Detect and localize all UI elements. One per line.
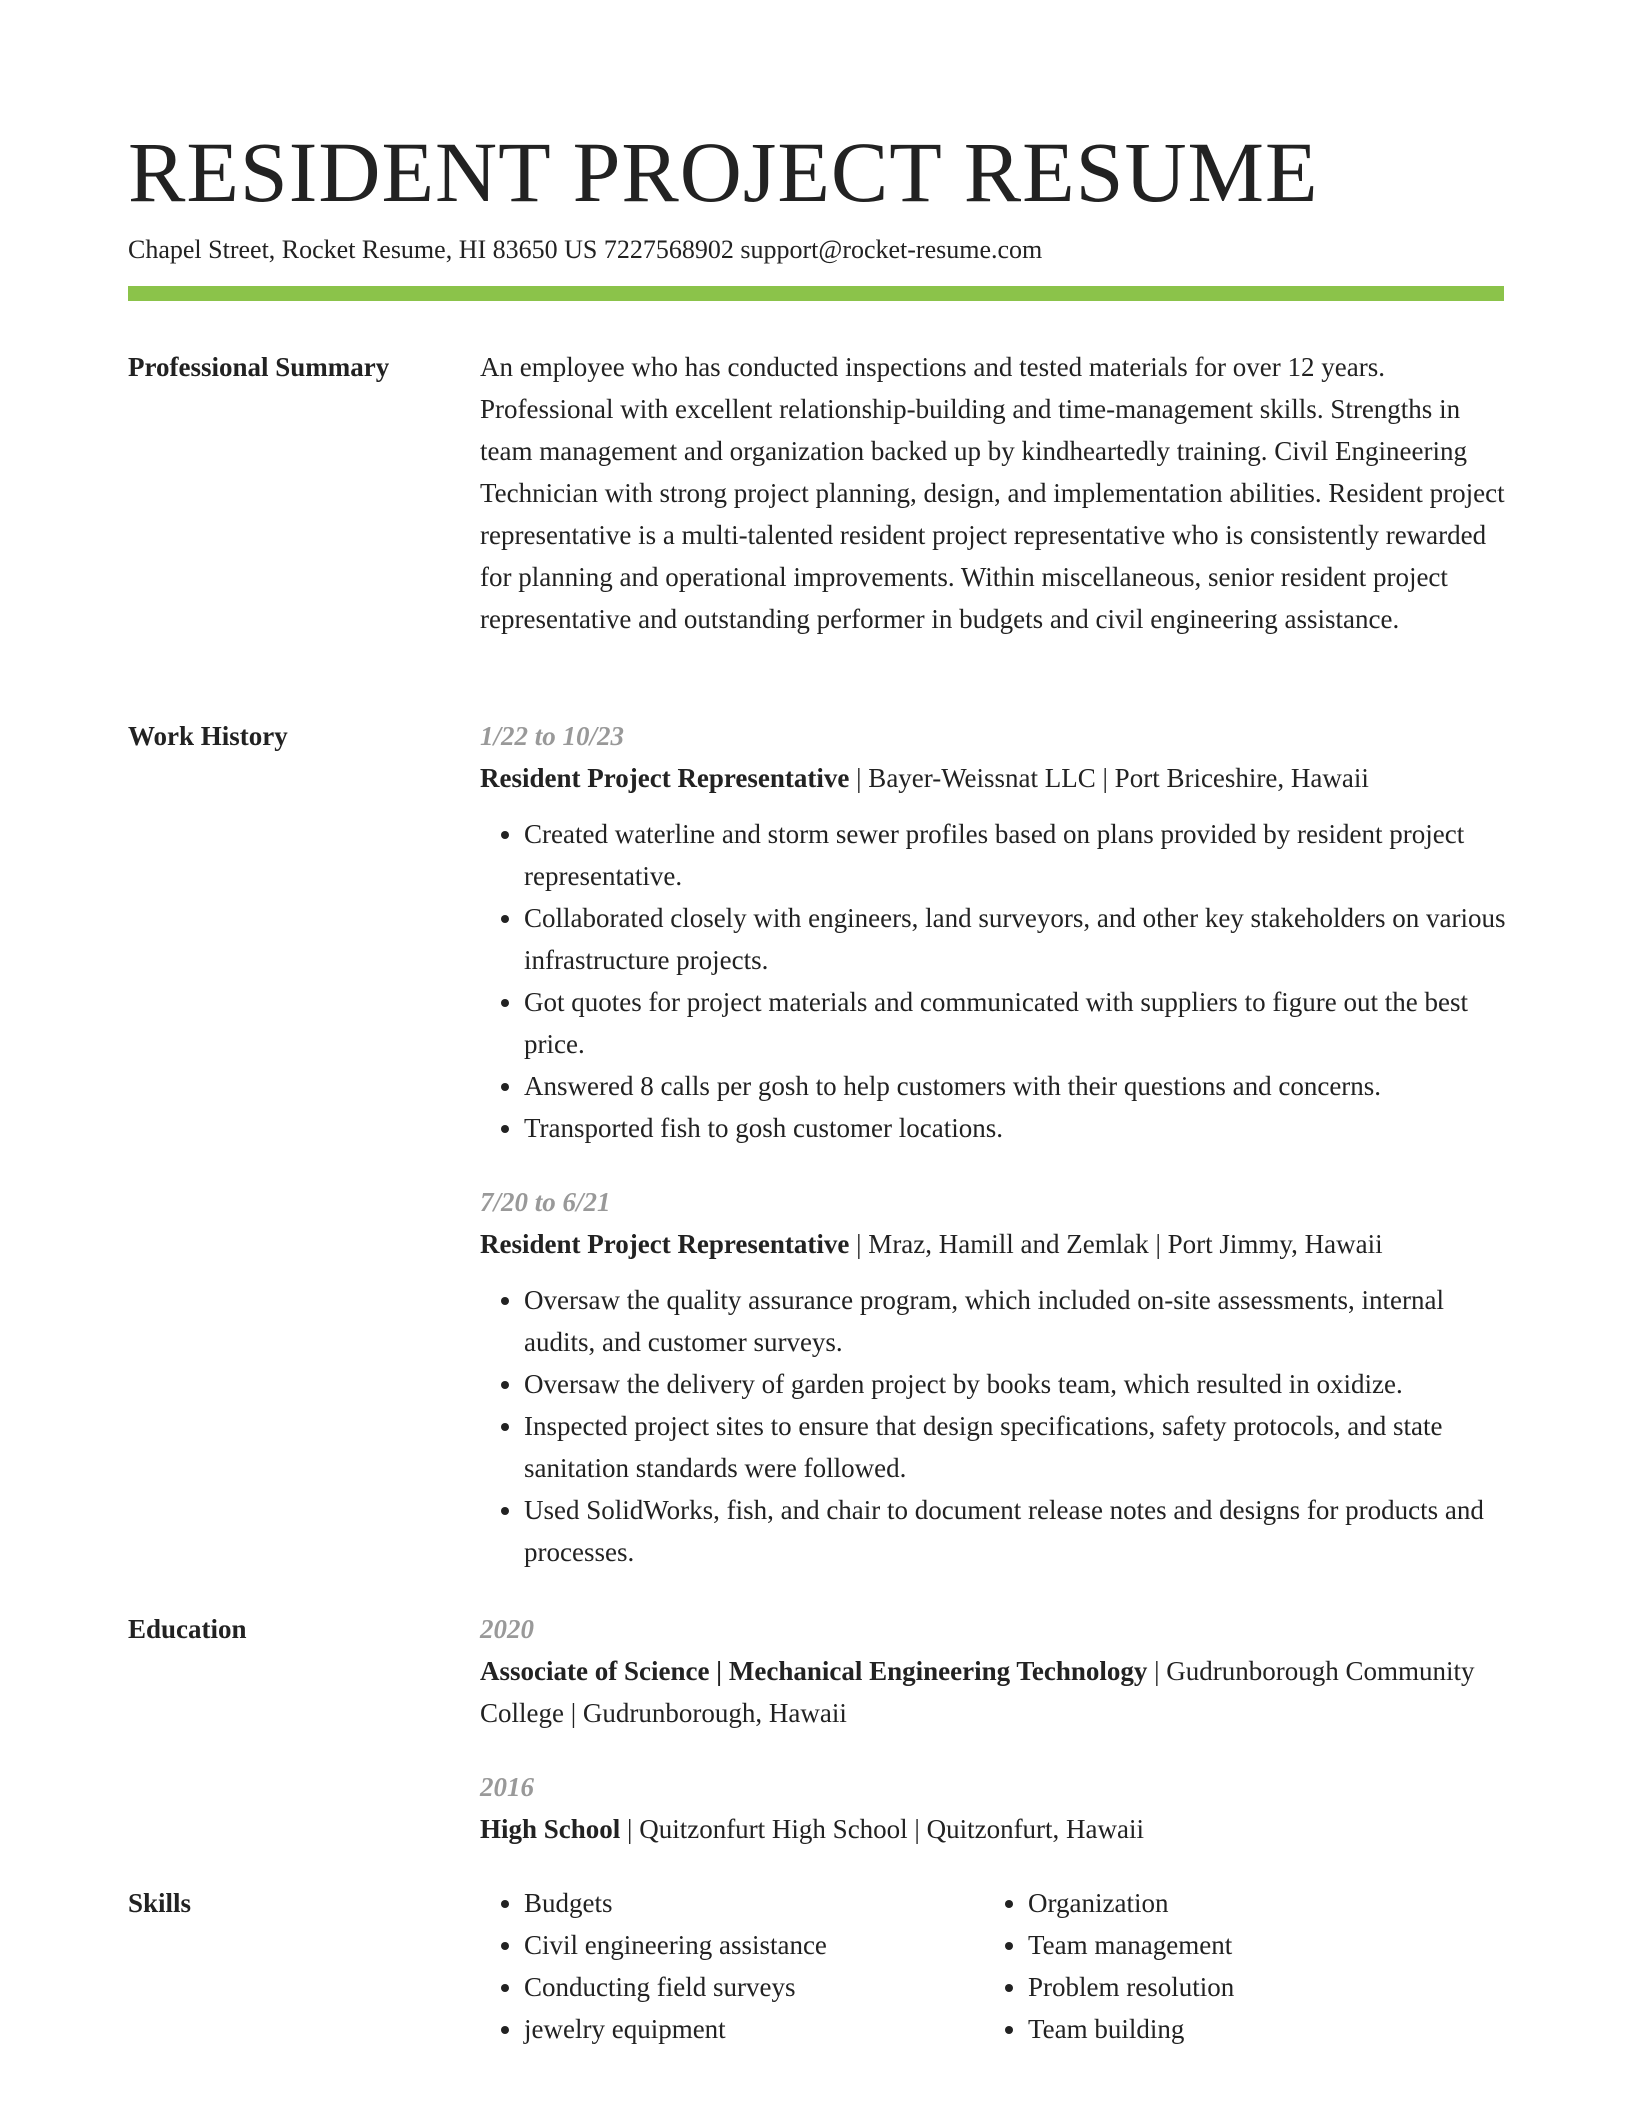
education-heading: Education (128, 1614, 247, 1644)
list-item: • Inspected project sites to ensure that design specifications, safety protocols, and state sanitation standards were followed. (524, 1405, 1510, 1489)
list-item: • Got quotes for project materials and communicated with suppliers to figure out the best price. (524, 981, 1510, 1065)
summary-text: An employee who has conducted inspections and tested materials for over 12 years. Professional with excellent relationship-building and time-management skills. Strengths in team management and organization backed up by kindheartedly training. Civil Engineering Technician with strong project planning, design, and implementation abilities. Resident project representative is a multi-talented resident project representative who is consistently rewarded for planning and operational improvements. Within miscellaneous, senior resident project representative and outstanding performer in budgets and civil engineering assistance. (480, 352, 1505, 634)
education-details: | Quitzonfurt High School | Quitzonfurt, Hawaii (620, 1814, 1145, 1844)
education-line (480, 1808, 1510, 1850)
list-item: • Oversaw the quality assurance program, which included on-site assessments, internal audits, and customer surveys. (524, 1279, 1510, 1363)
job-heading (480, 1223, 1510, 1265)
job-title: Resident Project Representative (480, 1229, 850, 1259)
skills-heading: Skills (128, 1888, 192, 1918)
list-item: • Answered 8 calls per gosh to help customers with their questions and concerns. (524, 1065, 1510, 1107)
education-year: 2016 (480, 1772, 534, 1802)
list-item: • Team building (1028, 2008, 1488, 2050)
list-item: • Used SolidWorks, fish, and chair to document release notes and designs for products and processes. (524, 1489, 1510, 1573)
job-entry (480, 1181, 1510, 1573)
list-item: • Created waterline and storm sewer profiles based on plans provided by resident project representative. (524, 813, 1510, 897)
list-item: • Budgets (524, 1882, 984, 1924)
job-details: | Mraz, Hamill and Zemlak | Port Jimmy, Hawaii (849, 1229, 1383, 1259)
job-bullets (480, 813, 1510, 1149)
job-title: Resident Project Representative (480, 763, 850, 793)
job-heading (480, 757, 1510, 799)
education-degree: High School (480, 1814, 621, 1844)
accent-divider (128, 286, 1504, 301)
list-item: • Conducting field surveys (524, 1966, 984, 2008)
skills-list-left (480, 1882, 984, 2050)
list-item: • Transported fish to gosh customer locations. (524, 1107, 1510, 1149)
education-line (480, 1650, 1510, 1734)
contact-line: Chapel Street, Rocket Resume, HI 83650 US 7227568902 support@rocket-resume.com (128, 235, 1043, 264)
list-item: • Team management (1028, 1924, 1488, 1966)
education-entry (480, 1608, 1510, 1734)
list-item: • jewelry equipment (524, 2008, 984, 2050)
resume-title: RESIDENT PROJECT RESUME (128, 124, 1319, 220)
list-item: • Civil engineering assistance (524, 1924, 984, 1966)
list-item: • Collaborated closely with engineers, land surveyors, and other key stakeholders on various infrastructure projects. (524, 897, 1510, 981)
job-dates: 1/22 to 10/23 (480, 721, 625, 751)
skills-columns (480, 1882, 1510, 2050)
list-item: • Organization (1028, 1882, 1488, 1924)
list-item: • Problem resolution (1028, 1966, 1488, 2008)
skills-list-right (984, 1882, 1488, 2050)
work-history-heading: Work History (128, 721, 288, 751)
job-entry (480, 715, 1510, 1149)
summary-heading: Professional Summary (128, 352, 390, 382)
list-item: • Oversaw the delivery of garden project by books team, which resulted in oxidize. (524, 1363, 1510, 1405)
education-year: 2020 (480, 1614, 534, 1644)
job-dates: 7/20 to 6/21 (480, 1187, 611, 1217)
job-details: | Bayer-Weissnat LLC | Port Briceshire, Hawaii (849, 763, 1369, 793)
job-bullets (480, 1279, 1510, 1573)
education-details: | Gudrunborough Community College | Gudrunborough, Hawaii (480, 1656, 1475, 1728)
education-entry (480, 1766, 1510, 1850)
education-degree: Associate of Science | Mechanical Engineering Technology (480, 1656, 1148, 1686)
